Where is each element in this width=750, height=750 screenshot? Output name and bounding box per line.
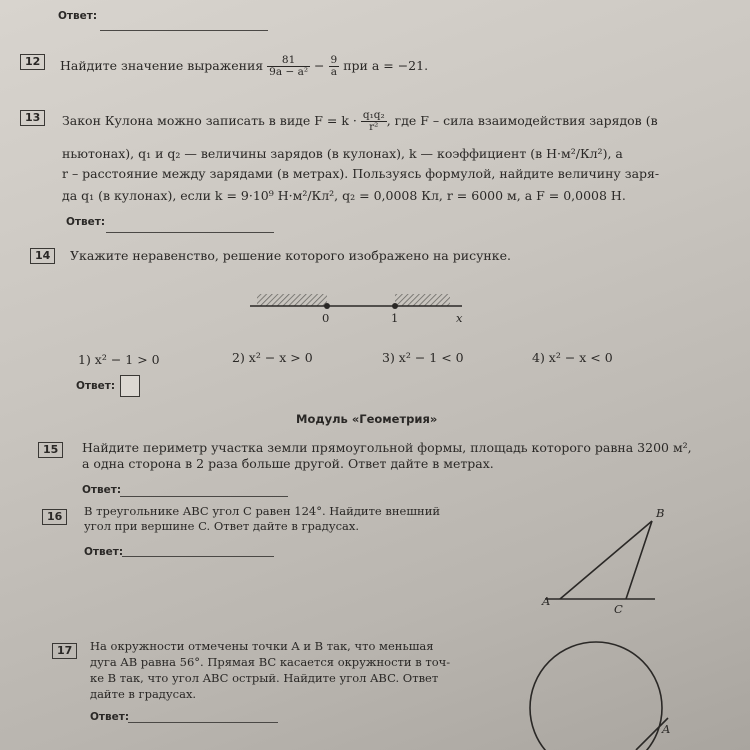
q14-option-2[interactable]: 2) x² − x > 0 bbox=[232, 350, 313, 365]
q14-option-4[interactable]: 4) x² − x < 0 bbox=[532, 350, 613, 365]
q13-answer-label: Ответ: bbox=[66, 216, 106, 228]
q14-point-0 bbox=[324, 303, 330, 309]
q14-hatch-left bbox=[257, 294, 327, 306]
q12-minus: − bbox=[314, 58, 325, 73]
q12-frac1-num: 81 bbox=[267, 55, 310, 67]
q17-number: 17 bbox=[52, 643, 77, 659]
q12-frac2-num: 9 bbox=[330, 54, 338, 66]
q13-number: 13 bbox=[20, 110, 45, 126]
q12-number: 12 bbox=[20, 54, 45, 70]
q12-text-after: при a = −21. bbox=[343, 58, 429, 73]
q14-answer-box[interactable] bbox=[120, 375, 140, 397]
q14-option-1[interactable]: 1) x² − 1 > 0 bbox=[78, 352, 160, 367]
q16-answer-line[interactable] bbox=[122, 556, 274, 557]
q13-frac-den: r² bbox=[369, 121, 379, 133]
module-title: Модуль «Геометрия» bbox=[296, 412, 438, 426]
q14-text: Укажите неравенство, решение которого изображено на рисунке. bbox=[70, 248, 511, 263]
q16-label-b: B bbox=[656, 506, 665, 520]
q16-label-a: A bbox=[542, 594, 551, 608]
q14-point-1 bbox=[392, 303, 398, 309]
q15-line1: Найдите периметр участка земли прямоугольной формы, площадь которого равна 3200 м², bbox=[82, 440, 692, 455]
q17-circle bbox=[530, 642, 662, 750]
q15-number: 15 bbox=[38, 442, 63, 458]
q14-tick-0: 0 bbox=[322, 311, 330, 325]
q14-answer-label: Ответ: bbox=[76, 380, 116, 392]
q17-line1: На окружности отмечены точки A и B так, что меньшая bbox=[90, 639, 434, 653]
q17-label-a: A bbox=[662, 722, 671, 736]
q13-line1-b: , где F – сила взаимодействия зарядов (в bbox=[386, 113, 658, 128]
q15-answer-line[interactable] bbox=[120, 496, 288, 497]
q14-number: 14 bbox=[30, 248, 55, 264]
q16-line2: угол при вершине C. Ответ дайте в градусах. bbox=[84, 519, 360, 533]
q13-line4: да q₁ (в кулонах), если k = 9·10⁹ Н·м²/Кл², q₂ = 0,0008 Кл, r = 6000 м, а F = 0,0008 Н. bbox=[62, 188, 626, 203]
q16-answer-label: Ответ: bbox=[84, 546, 124, 558]
q17-answer-label: Ответ: bbox=[90, 711, 130, 723]
q14-hatch-right bbox=[395, 294, 450, 306]
q12-frac2-den: a bbox=[330, 66, 337, 78]
q13-line1-a: Закон Кулона можно записать в виде F = k · bbox=[62, 113, 357, 128]
q17-line4: дайте в градусах. bbox=[90, 687, 197, 701]
q13-frac-num: q₁q₂ bbox=[362, 109, 385, 121]
q15-line2: а одна сторона в 2 раза больше другой. Ответ дайте в метрах. bbox=[82, 456, 494, 471]
q16-line1: В треугольнике ABC угол C равен 124°. Найдите внешний bbox=[84, 504, 441, 518]
q16-label-c: C bbox=[614, 602, 623, 616]
q12-frac1-den: 9a − a² bbox=[269, 66, 309, 78]
top-answer-label: Ответ: bbox=[58, 10, 98, 22]
q14-option-3[interactable]: 3) x² − 1 < 0 bbox=[382, 350, 464, 365]
q15-answer-label: Ответ: bbox=[82, 484, 122, 496]
q17-answer-line[interactable] bbox=[128, 722, 278, 723]
q12-text-before: Найдите значение выражения bbox=[60, 58, 264, 73]
q17-line2: дуга AB равна 56°. Прямая BC касается окружности в точ- bbox=[90, 655, 451, 669]
q13-line3: r – расстояние между зарядами (в метрах). Пользуясь формулой, найдите величину заря- bbox=[62, 166, 660, 181]
q13-line2: ньютонах), q₁ и q₂ — величины зарядов (в кулонах), k — коэффициент (в Н·м²/Кл²), а bbox=[62, 146, 623, 161]
q14-tick-1: 1 bbox=[391, 311, 399, 325]
q17-line3: ке B так, что угол ABC острый. Найдите угол ABC. Ответ bbox=[90, 671, 439, 685]
q14-axis-label: x bbox=[456, 311, 463, 325]
q16-number: 16 bbox=[42, 509, 67, 525]
